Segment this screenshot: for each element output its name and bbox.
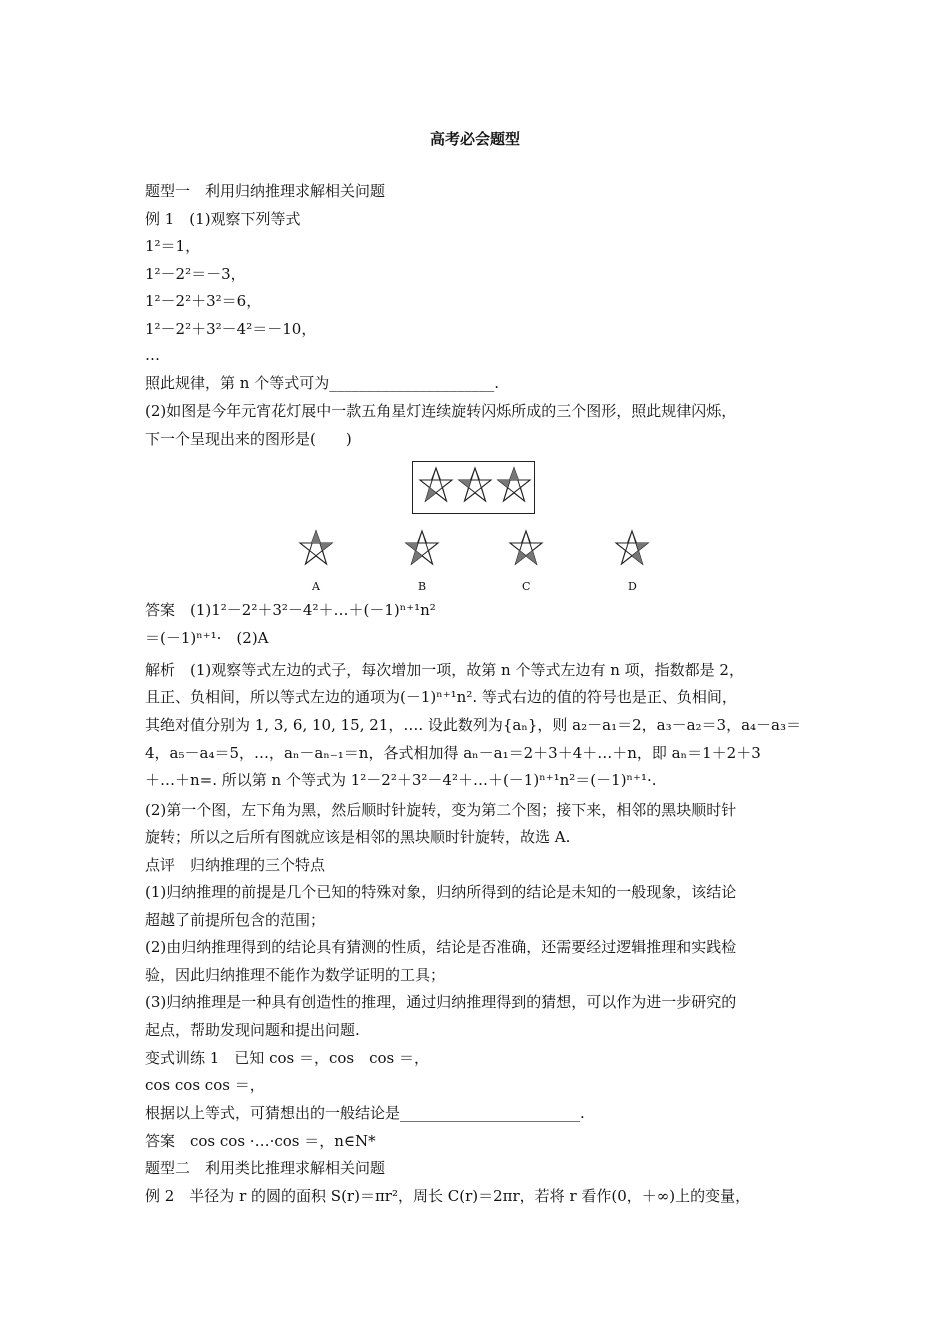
- comment-point-3b: 起点，帮助发现问题和提出问题.: [145, 1021, 360, 1039]
- page-title: 高考必会题型: [429, 130, 520, 148]
- equation-4: 1²－2²＋3²－4²＝－10，: [145, 320, 317, 338]
- variant-1-line-3: 根据以上等式，可猜想出的一般结论是________________________.: [145, 1104, 585, 1122]
- comment-heading: 点评 归纳推理的三个特点: [145, 856, 326, 874]
- star-2-icon: [457, 465, 493, 505]
- analysis-line-3: 其绝对值分别为 1, 3, 6, 10, 15, 21，…. 设此数列为{aₙ}，则 a₂－a₁＝2，a₃－a₂＝3，a₄－a₃＝: [145, 716, 801, 734]
- option-a-label: A: [312, 580, 320, 593]
- equation-3: 1²－2²＋3²＝6，: [145, 292, 262, 310]
- answer-1-line-2: ＝(－1)ⁿ⁺¹· (2)A: [145, 629, 269, 647]
- equation-2: 1²－2²＝－3，: [145, 265, 246, 283]
- option-c-star-icon[interactable]: [508, 528, 544, 568]
- equation-1: 1²＝1，: [145, 237, 201, 255]
- variant-1-line-2: cos cos cos ＝，: [145, 1076, 265, 1094]
- analysis-line-6: (2)第一个图，左下角为黑，然后顺时针旋转，变为第二个图；接下来，相邻的黑块顺时针: [145, 801, 737, 819]
- option-c-label: C: [522, 580, 531, 593]
- variant-1-answer: 答案 cos cos ·…·cos ＝，n∈N*: [145, 1132, 376, 1150]
- analysis-line-5: ＋…＋n=. 所以第 n 个等式为 1²－2²＋3²－4²＋…＋(－1)ⁿ⁺¹n²＝(－1)ⁿ⁺¹·.: [145, 771, 657, 789]
- answer-1-line-1: 答案 (1)1²－2²＋3²－4²＋…＋(－1)ⁿ⁺¹n²: [145, 601, 436, 619]
- analysis-line-7: 旋转；所以之后所有图就应该是相邻的黑块顺时针旋转，故选 A.: [145, 828, 571, 846]
- ellipsis: …: [145, 346, 160, 364]
- question-2-line-2: 下一个呈现出来的图形是( ): [145, 430, 352, 448]
- comment-point-2b: 验，因此归纳推理不能作为数学证明的工具；: [145, 966, 446, 984]
- question-2-line-1: (2)如图是今年元宵花灯展中一款五角星灯连续旋转闪烁所成的三个图形，照此规律闪烁，: [145, 402, 737, 420]
- option-b-label: B: [418, 580, 427, 593]
- comment-point-2a: (2)由归纳推理得到的结论具有猜测的性质，结论是否准确，还需要经过逻辑推理和实践检: [145, 938, 737, 956]
- analysis-line-4: 4，a₅－a₄＝5，…，aₙ－aₙ₋₁＝n，各式相加得 aₙ－a₁＝2＋3＋4＋…＋n，即 aₙ＝1＋2＋3: [145, 744, 761, 762]
- option-d-label: D: [628, 580, 637, 593]
- comment-point-1a: (1)归纳推理的前提是几个已知的特殊对象，归纳所得到的结论是未知的一般现象，该结论: [145, 883, 737, 901]
- analysis-line-1: 解析 (1)观察等式左边的式子，每次增加一项，故第 n 个等式左边有 n 项，指数都是 2，: [145, 661, 744, 679]
- example-2-line-1: 例 2 半径为 r 的圆的面积 S(r)＝πr²，周长 C(r)＝2πr，若将 r 看作(0，＋∞)上的变量，: [145, 1187, 751, 1205]
- variant-1-line-1: 变式训练 1 已知 cos ＝，cos cos ＝，: [145, 1049, 430, 1067]
- option-d-star-icon[interactable]: [614, 528, 650, 568]
- option-b-star-icon[interactable]: [404, 528, 440, 568]
- question-1: 照此规律，第 n 个等式可为______________________.: [145, 374, 499, 392]
- option-a-star-icon[interactable]: [298, 528, 334, 568]
- comment-point-3a: (3)归纳推理是一种具有创造性的推理，通过归纳推理得到的猜想，可以作为进一步研究的: [145, 993, 737, 1011]
- star-1-icon: [418, 465, 454, 505]
- section-heading-2: 题型二 利用类比推理求解相关问题: [145, 1159, 386, 1177]
- analysis-line-2: 且正、负相间，所以等式左边的通项为(－1)ⁿ⁺¹n². 等式右边的值的符号也是正、负相间，: [145, 688, 737, 706]
- star-3-icon: [496, 465, 532, 505]
- comment-point-1b: 超越了前提所包含的范围；: [145, 911, 326, 929]
- example-1-label: 例 1 (1)观察下列等式: [145, 210, 301, 228]
- section-heading-1: 题型一 利用归纳推理求解相关问题: [145, 182, 386, 200]
